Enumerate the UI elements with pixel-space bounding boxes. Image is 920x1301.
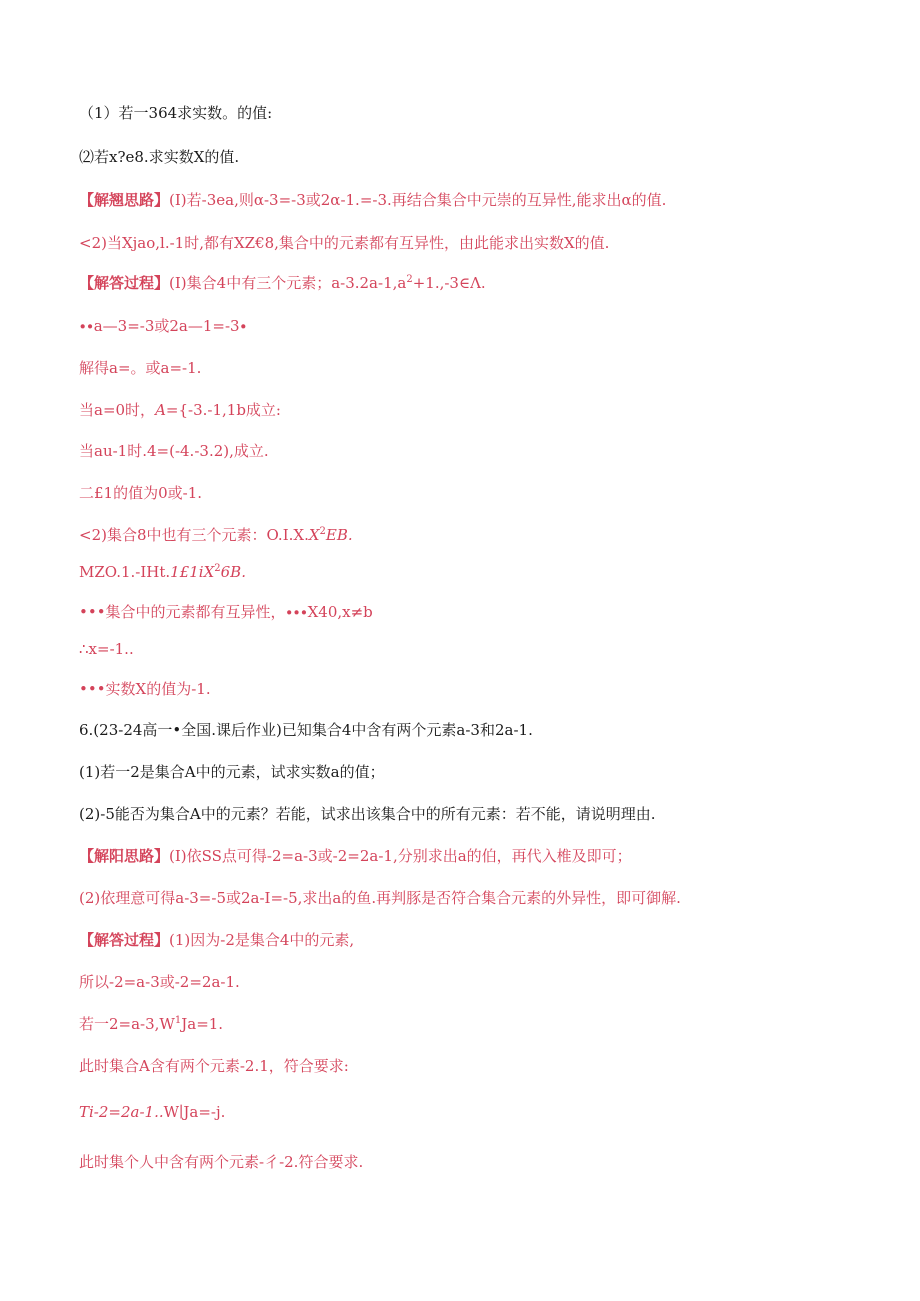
line-text: 6B.: [220, 563, 246, 581]
solution-line: [79, 1102, 899, 1122]
solution-line: [79, 525, 899, 545]
line-text: (2)-5能否为集合A中的元素？若能，试求出该集合中的所有元素：若不能，请说明理由.: [79, 805, 656, 823]
line-text: EB.: [325, 526, 353, 544]
solution-line: [79, 1056, 899, 1076]
question-6-part-2: [79, 804, 899, 824]
section-tag: 【解阳思路】: [79, 847, 170, 865]
superscript: 2: [406, 274, 413, 285]
solution-line: [79, 441, 899, 461]
solution-approach-1: [79, 846, 899, 866]
solution-process-1: [79, 930, 899, 950]
line-text: A: [155, 401, 166, 419]
solution-line: [79, 972, 899, 992]
line-text: Ja=1.: [181, 1015, 224, 1033]
line-text: ∴x=-1..: [79, 640, 134, 658]
line-text: 若一2=a-3,W: [79, 1015, 175, 1033]
line-text: 当a=0时，: [79, 401, 156, 419]
solution-line: [79, 562, 899, 582]
section-tag: 【解翘思路】: [79, 191, 170, 209]
line-text: 当au-1时.4=(-4.-3.2),成立.: [79, 442, 269, 460]
solution-line: [79, 639, 899, 659]
line-text: (I)集合4中有三个元素；a-3.2a-1,a: [169, 274, 407, 292]
superscript: 2: [214, 563, 221, 574]
line-text: （1）若一364求实数。的值:: [79, 104, 273, 122]
line-text: W∣Ja=-j.: [163, 1103, 226, 1121]
line-text: (1)因为-2是集合4中的元素,: [169, 931, 355, 949]
line-text: 二£1的值为0或-1.: [79, 484, 203, 502]
line-text: Ti-2=2a-1..: [79, 1103, 164, 1121]
solution-process-1: [79, 273, 899, 293]
question-part-1: [79, 103, 899, 123]
line-text: +1.,-3∈Λ.: [412, 274, 486, 292]
section-tag: 【解答过程】: [79, 274, 170, 292]
line-text: •••集合中的元素都有互异性，∙∙∙X40,x≠b: [79, 603, 373, 621]
solution-line: [79, 1014, 899, 1034]
solution-line: [79, 679, 899, 699]
solution-approach-2: [79, 888, 899, 908]
line-text: (1)若一2是集合A中的元素，试求实数a的值；: [79, 763, 385, 781]
line-text: MZO.1.-IHt.: [79, 563, 171, 581]
solution-line: [79, 400, 899, 420]
line-text: ⑵若x?e8.求实数X的值.: [79, 148, 240, 166]
line-text: 此时集合A含有两个元素-2.1，符合要求:: [79, 1057, 349, 1075]
line-text: <2)集合8中也有三个元素：O.I.X.: [79, 526, 309, 544]
section-tag: 【解答过程】: [79, 931, 170, 949]
superscript: 1: [174, 1015, 182, 1026]
line-text: (I)依SS点可得-2=a-3或-2=2a-1,分别求出a的伯，再代入椎及即可；: [169, 847, 632, 865]
solution-line: [79, 483, 899, 503]
line-text: X: [308, 526, 320, 544]
line-text: ∙∙a—3=-3或2a—1=-3∙: [79, 317, 247, 335]
solution-line: [79, 316, 899, 336]
line-text: 此时集个人中含有两个元素-彳-2.符合要求.: [79, 1153, 364, 1171]
line-text: 1£1iX: [170, 563, 215, 581]
line-text: ={-3.-1,1b成立:: [165, 401, 281, 419]
line-text: <2)当Xjao,l.-1时,都有XZ€8,集合中的元素都有互异性，由此能求出实数X的值.: [79, 234, 610, 252]
line-text: •••实数X的值为-1.: [79, 680, 211, 698]
superscript: 2: [319, 526, 326, 537]
solution-approach-2: [79, 233, 899, 253]
solution-approach-1: [79, 190, 899, 210]
question-6-part-1: [79, 762, 899, 782]
question-part-2: [79, 147, 899, 167]
line-text: 解得a=。或a=-1.: [79, 359, 202, 377]
line-text: 所以-2=a-3或-2=2a-1.: [79, 973, 240, 991]
line-text: (I)若-3ea,则α-3=-3或2α-1.=-3.再结合集合中元崇的互异性,能求出α的值.: [169, 191, 667, 209]
line-text: (2)依理意可得a-3=-5或2a-I=-5,求出a的鱼.再判豚是否符合集合元素的外异性，即可御解.: [79, 889, 681, 907]
line-text: 6.(23-24高一•全国.课后作业)已知集合4中含有两个元素a-3和2a-1.: [79, 721, 533, 739]
solution-line: [79, 602, 899, 622]
solution-line: [79, 358, 899, 378]
question-6-stem: [79, 720, 899, 740]
solution-line: [79, 1152, 899, 1172]
